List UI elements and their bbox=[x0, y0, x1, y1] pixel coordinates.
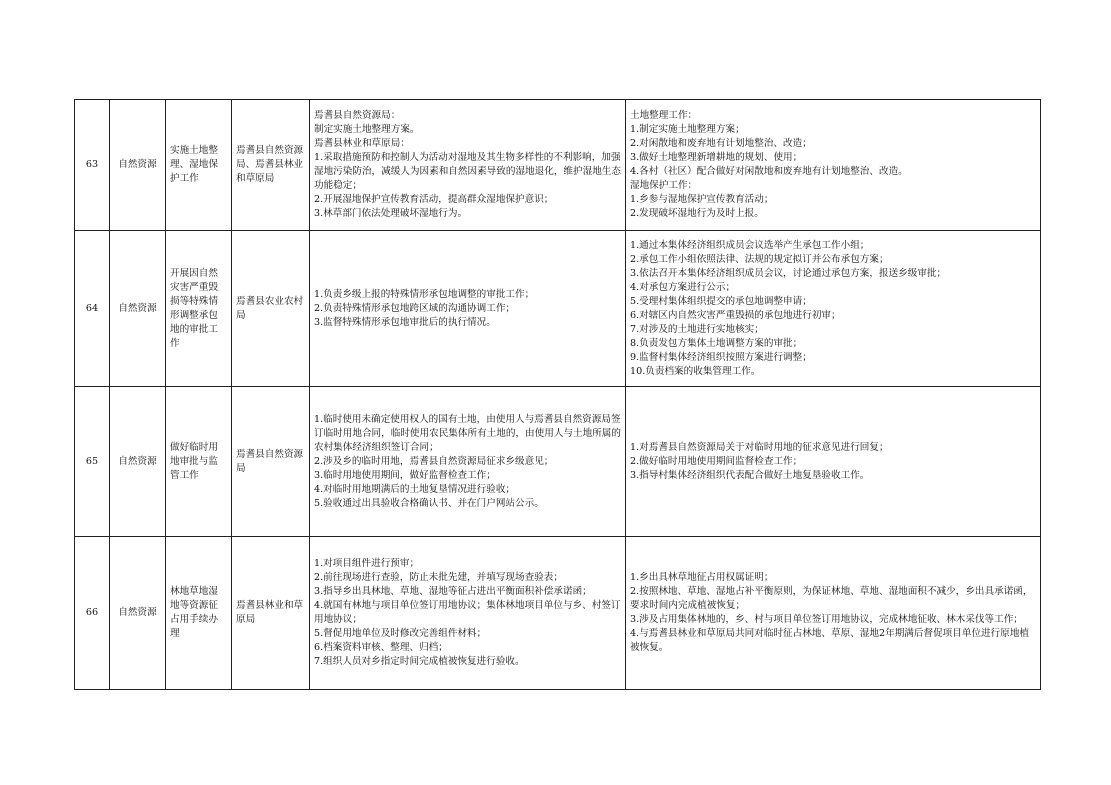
town-duty-line: 1.乡参与湿地保护宣传教育活动； bbox=[630, 194, 774, 205]
county-duty-line: 1.负责乡级上报的特殊情形承包地调整的审批工作； bbox=[314, 288, 535, 300]
county-duties-cell bbox=[310, 100, 626, 231]
town-duty-line: 4.对承包方案进行公示； bbox=[630, 281, 736, 293]
county-duty-line: 5.督促用地单位及时修改完善组件材料； bbox=[314, 628, 487, 639]
town-duty-line: 7.对涉及的土地进行实地核实； bbox=[630, 323, 764, 335]
county-duty-line: 2.开展湿地保护宣传教育活动，提高群众湿地保护意识； bbox=[314, 194, 554, 205]
town-duty-line: 1.通过本集体经济组织成员会议选举产生承包工作小组； bbox=[630, 239, 870, 251]
county-duty-line: 7.组织人员对乡指定时间完成植被恢复进行验收。 bbox=[314, 656, 525, 667]
county-duty-line: 4.就国有林地与项目单位签订用地协议；集体林地项目单位与乡、村签订用地协议； bbox=[314, 600, 621, 625]
town-duties-cell bbox=[626, 387, 1041, 537]
town-duty-line: 土地整理工作： bbox=[630, 110, 698, 121]
table-row-64 bbox=[75, 231, 1041, 387]
county-duty-line: 1.临时使用未确定使用权人的国有土地，由使用人与焉耆县自然资源局签订临时用地合同，临时使用农民集体所有土地的，由使用人与土地所属的农村集体经济组织签订合同； bbox=[314, 413, 621, 453]
town-duty-line: 10.负责档案的收集管理工作。 bbox=[630, 365, 761, 377]
item-name-cell: 做好临时用地审批与监管工作 bbox=[166, 387, 232, 537]
county-duty-line: 3.指导乡出具林地、草地、湿地等征占进出平衡面积补偿承诺函； bbox=[314, 586, 592, 597]
county-duty-line: 2.负责特殊情形承包地跨区域的沟通协调工作； bbox=[314, 302, 516, 314]
county-duty-line: 焉耆县自然资源局： bbox=[314, 110, 401, 121]
department-cell: 焉耆县农业农村局 bbox=[232, 231, 310, 387]
county-duty-line: 1.采取措施预防和控制人为活动对湿地及其生物多样性的不利影响，加强湿地污染防治，减缓人为因素和自然因素导致的湿地退化，维护湿地生态功能稳定； bbox=[314, 152, 621, 191]
county-duty-line: 1.对项目组件进行预审； bbox=[314, 558, 420, 569]
table-row-65 bbox=[75, 387, 1041, 537]
county-duty-line: 4.对临时用地期满后的土地复垦情况进行验收； bbox=[314, 483, 516, 495]
county-duty-line: 焉耆县林业和草原局： bbox=[314, 138, 410, 149]
town-duty-line: 3.做好土地整理新增耕地的规划、使用； bbox=[630, 152, 803, 163]
county-duty-line: 3.林草部门依法处理破坏湿地行为。 bbox=[314, 208, 468, 219]
town-duty-line: 4.与焉耆县林业和草原局共同对临时征占林地、草原、湿地2年期满后督促项目单位进行原地植被恢复。 bbox=[630, 628, 1030, 653]
category-cell: 自然资源 bbox=[110, 387, 166, 537]
county-duty-line: 3.监督特殊情形承包地审批后的执行情况。 bbox=[314, 316, 496, 328]
town-duty-line: 2.承包工作小组依照法律、法规的规定拟订并公布承包方案； bbox=[630, 253, 889, 265]
town-duty-line: 8.负责发包方集体土地调整方案的审批； bbox=[630, 337, 803, 349]
county-duties-cell bbox=[310, 387, 626, 537]
item-name-cell: 开展因自然灾害严重毁损等特殊情形调整承包地的审批工作 bbox=[166, 231, 232, 387]
town-duty-line: 5.受理村集体组织提交的承包地调整申请； bbox=[630, 295, 812, 307]
town-duty-line: 2.做好临时用地使用期间监督检查工作； bbox=[630, 455, 803, 467]
town-duties-cell bbox=[626, 100, 1041, 231]
row-number: 65 bbox=[75, 387, 110, 537]
category-cell: 自然资源 bbox=[110, 537, 166, 690]
county-duty-line: 制定实施土地整理方案。 bbox=[314, 124, 420, 135]
county-duty-line: 5.验收通过出具验收合格确认书、并在门户网站公示。 bbox=[314, 497, 544, 509]
town-duty-line: 2.发现破坏湿地行为及时上报。 bbox=[630, 208, 764, 219]
item-name-cell: 实施土地整理、湿地保护工作 bbox=[166, 100, 232, 231]
row-number: 64 bbox=[75, 231, 110, 387]
county-duties-cell bbox=[310, 537, 626, 690]
town-duty-line: 3.依法召开本集体经济组织成员会议，讨论通过承包方案，报送乡级审批； bbox=[630, 267, 947, 279]
item-name-cell: 林地草地湿地等资源征占用手续办理 bbox=[166, 537, 232, 690]
town-duties-cell bbox=[626, 537, 1041, 690]
county-duty-line: 2.涉及乡的临时用地，焉耆县自然资源局征求乡级意见； bbox=[314, 455, 554, 467]
town-duty-line: 3.涉及占用集体林地的，乡、村与项目单位签订用地协议，完成林地征收、林木采伐等工作； bbox=[630, 614, 1023, 625]
county-duty-line: 2.前往现场进行查验，防止未批先建，并填写现场查验表； bbox=[314, 572, 563, 583]
town-duty-line: 6.对辖区内自然灾害严重毁损的承包地进行初审； bbox=[630, 309, 841, 321]
town-duty-line: 1.对焉耆县自然资源局关于对临时用地的征求意见进行回复； bbox=[630, 441, 889, 453]
county-duties-cell bbox=[310, 231, 626, 387]
town-duty-line: 4.各村（社区）配合做好对闲散地和废弃地有计划地整治、改造。 bbox=[630, 166, 908, 177]
town-duty-line: 1.乡出具林草地征占用权属证明； bbox=[630, 572, 774, 583]
town-duty-line: 2.按照林地、草地、湿地占补平衡原则，为保证林地、草地、湿地面积不减少，乡出具承诺函，要求时间内完成植被恢复； bbox=[630, 586, 1033, 611]
department-cell: 焉耆县自然资源局、焉耆县林业和草原局 bbox=[232, 100, 310, 231]
town-duty-line: 1.制定实施土地整理方案； bbox=[630, 124, 745, 135]
duty-table bbox=[74, 99, 1041, 690]
town-duty-line: 9.监督村集体经济组织按照方案进行调整； bbox=[630, 351, 812, 363]
row-number: 66 bbox=[75, 537, 110, 690]
table-row-63 bbox=[75, 100, 1041, 231]
county-duty-line: 3.临时用地使用期间，做好监督检查工作； bbox=[314, 469, 496, 481]
town-duty-line: 湿地保护工作： bbox=[630, 180, 698, 191]
table-row-66 bbox=[75, 537, 1041, 690]
county-duty-line: 6.档案资料审核、整理、归档； bbox=[314, 642, 448, 653]
category-cell: 自然资源 bbox=[110, 231, 166, 387]
town-duty-line: 3.指导村集体经济组织代表配合做好土地复垦验收工作。 bbox=[630, 469, 870, 481]
department-cell: 焉耆县林业和草原局 bbox=[232, 537, 310, 690]
row-number: 63 bbox=[75, 100, 110, 231]
category-cell: 自然资源 bbox=[110, 100, 166, 231]
town-duties-cell bbox=[626, 231, 1041, 387]
department-cell: 焉耆县自然资源局 bbox=[232, 387, 310, 537]
town-duty-line: 2.对闲散地和废弃地有计划地整治、改造； bbox=[630, 138, 812, 149]
